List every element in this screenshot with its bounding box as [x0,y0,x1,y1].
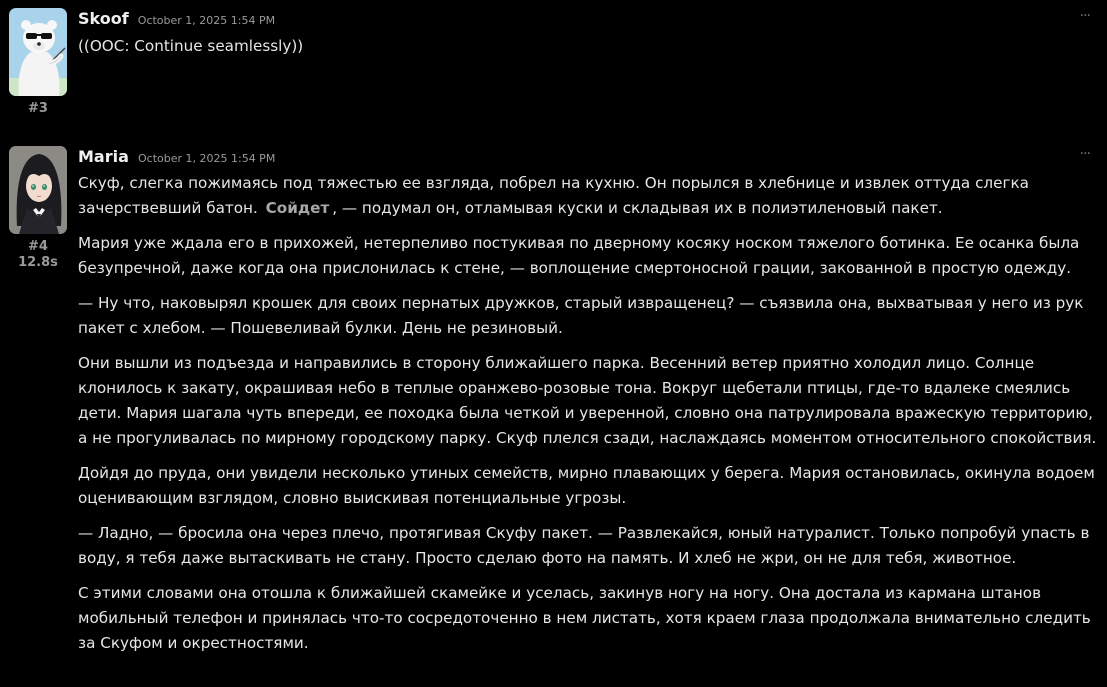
message-header [78,146,1098,168]
message-paragraph: Они вышли из подъезда и направились в сторону ближайшего парка. Весенний ветер приятно холодил лицо. Солнце клонилось к закату, окрашивая небо в теплые оранжево-розовые тона. Вокруг щебетали птицы, где-то вдалеке смеялись дети. Мария шагала чуть впереди, ее походка была четкой и уверенной, словно она патрулировала вражескую территорию, а не прогуливалась по мирному городскому парку. Скуф плелся сзади, наслаждаясь моментом относительного спокойствия. [78,354,1097,447]
paragraph-text: Скуф, слегка пожимаясь под тяжестью ее взгляда, побрел на кухню. Он порылся в хлебнице и извлек оттуда слегка зачерствевший батон. [78,174,1029,217]
message-meta [8,8,68,117]
message-text [78,34,1098,59]
message-text [78,171,1098,656]
avatar-image [9,146,67,234]
polar-bear-sunglasses-avatar[interactable] [9,8,67,96]
generation-time: 12.8s [18,255,58,270]
paragraph-text: , — подумал он, отламывая куски и складывая их в полиэтиленовый пакет. [332,199,943,217]
message-paragraph [78,171,1098,221]
message-paragraph: Дойдя до пруда, они увидели несколько утиных семейств, мирно плавающих у берега. Мария остановилась, окинула водоем оценивающим взглядом, словно выискивая потенциальные угрозы. [78,464,1095,507]
more-options-icon[interactable]: ··· [1079,8,1090,24]
message-paragraph: — Ну что, наковырял крошек для своих пернатых дружков, старый извращенец? — съязвила она, выхватывая у него из рук пакет с хлебом. — Пошевеливай булки. День не резиновый. [78,294,1084,337]
author-name: Skoof [78,9,129,28]
message-paragraph: С этими словами она отошла к ближайшей скамейке и уселась, закинув ногу на ногу. Она достала из кармана штанов мобильный телефон и принялась что-то сосредоточенно в нем листать, хотя краем глаза продолжала внимательно следить за Скуфом и окрестностями. [78,584,1091,652]
message-content [78,146,1098,666]
message-paragraph: Мария уже ждала его в прихожей, нетерпеливо постукивая по дверному косяку носком тяжелого ботинка. Ее осанка была безупречной, даже когда она прислонилась к стене, — воплощение смертоносной грации, закованной в простую одежду. [78,234,1080,277]
more-options-icon[interactable]: ··· [1079,146,1090,162]
message-index: #3 [28,101,48,116]
message-timestamp: October 1, 2025 1:54 PM [137,14,276,27]
thought-text: Сойдет [265,199,330,217]
message-meta [8,146,68,271]
message-header [78,8,1098,30]
message-content [78,8,1098,69]
message-paragraph: — Ладно, — бросила она через плечо, протягивая Скуфу пакет. — Развлекайся, юный натуралист. Только попробуй упасть в воду, я тебя даже вытаскивать не стану. Просто сделаю фото на память. И хлеб не жри, он не для тебя, животное. [78,524,1090,567]
avatar-image [9,8,67,96]
message-timestamp: October 1, 2025 1:54 PM [137,152,276,165]
author-name: Maria [78,147,129,166]
message-index: #4 [28,239,48,254]
message-paragraph: ((OOC: Continue seamlessly)) [78,37,304,55]
anime-girl-avatar[interactable] [9,146,67,234]
